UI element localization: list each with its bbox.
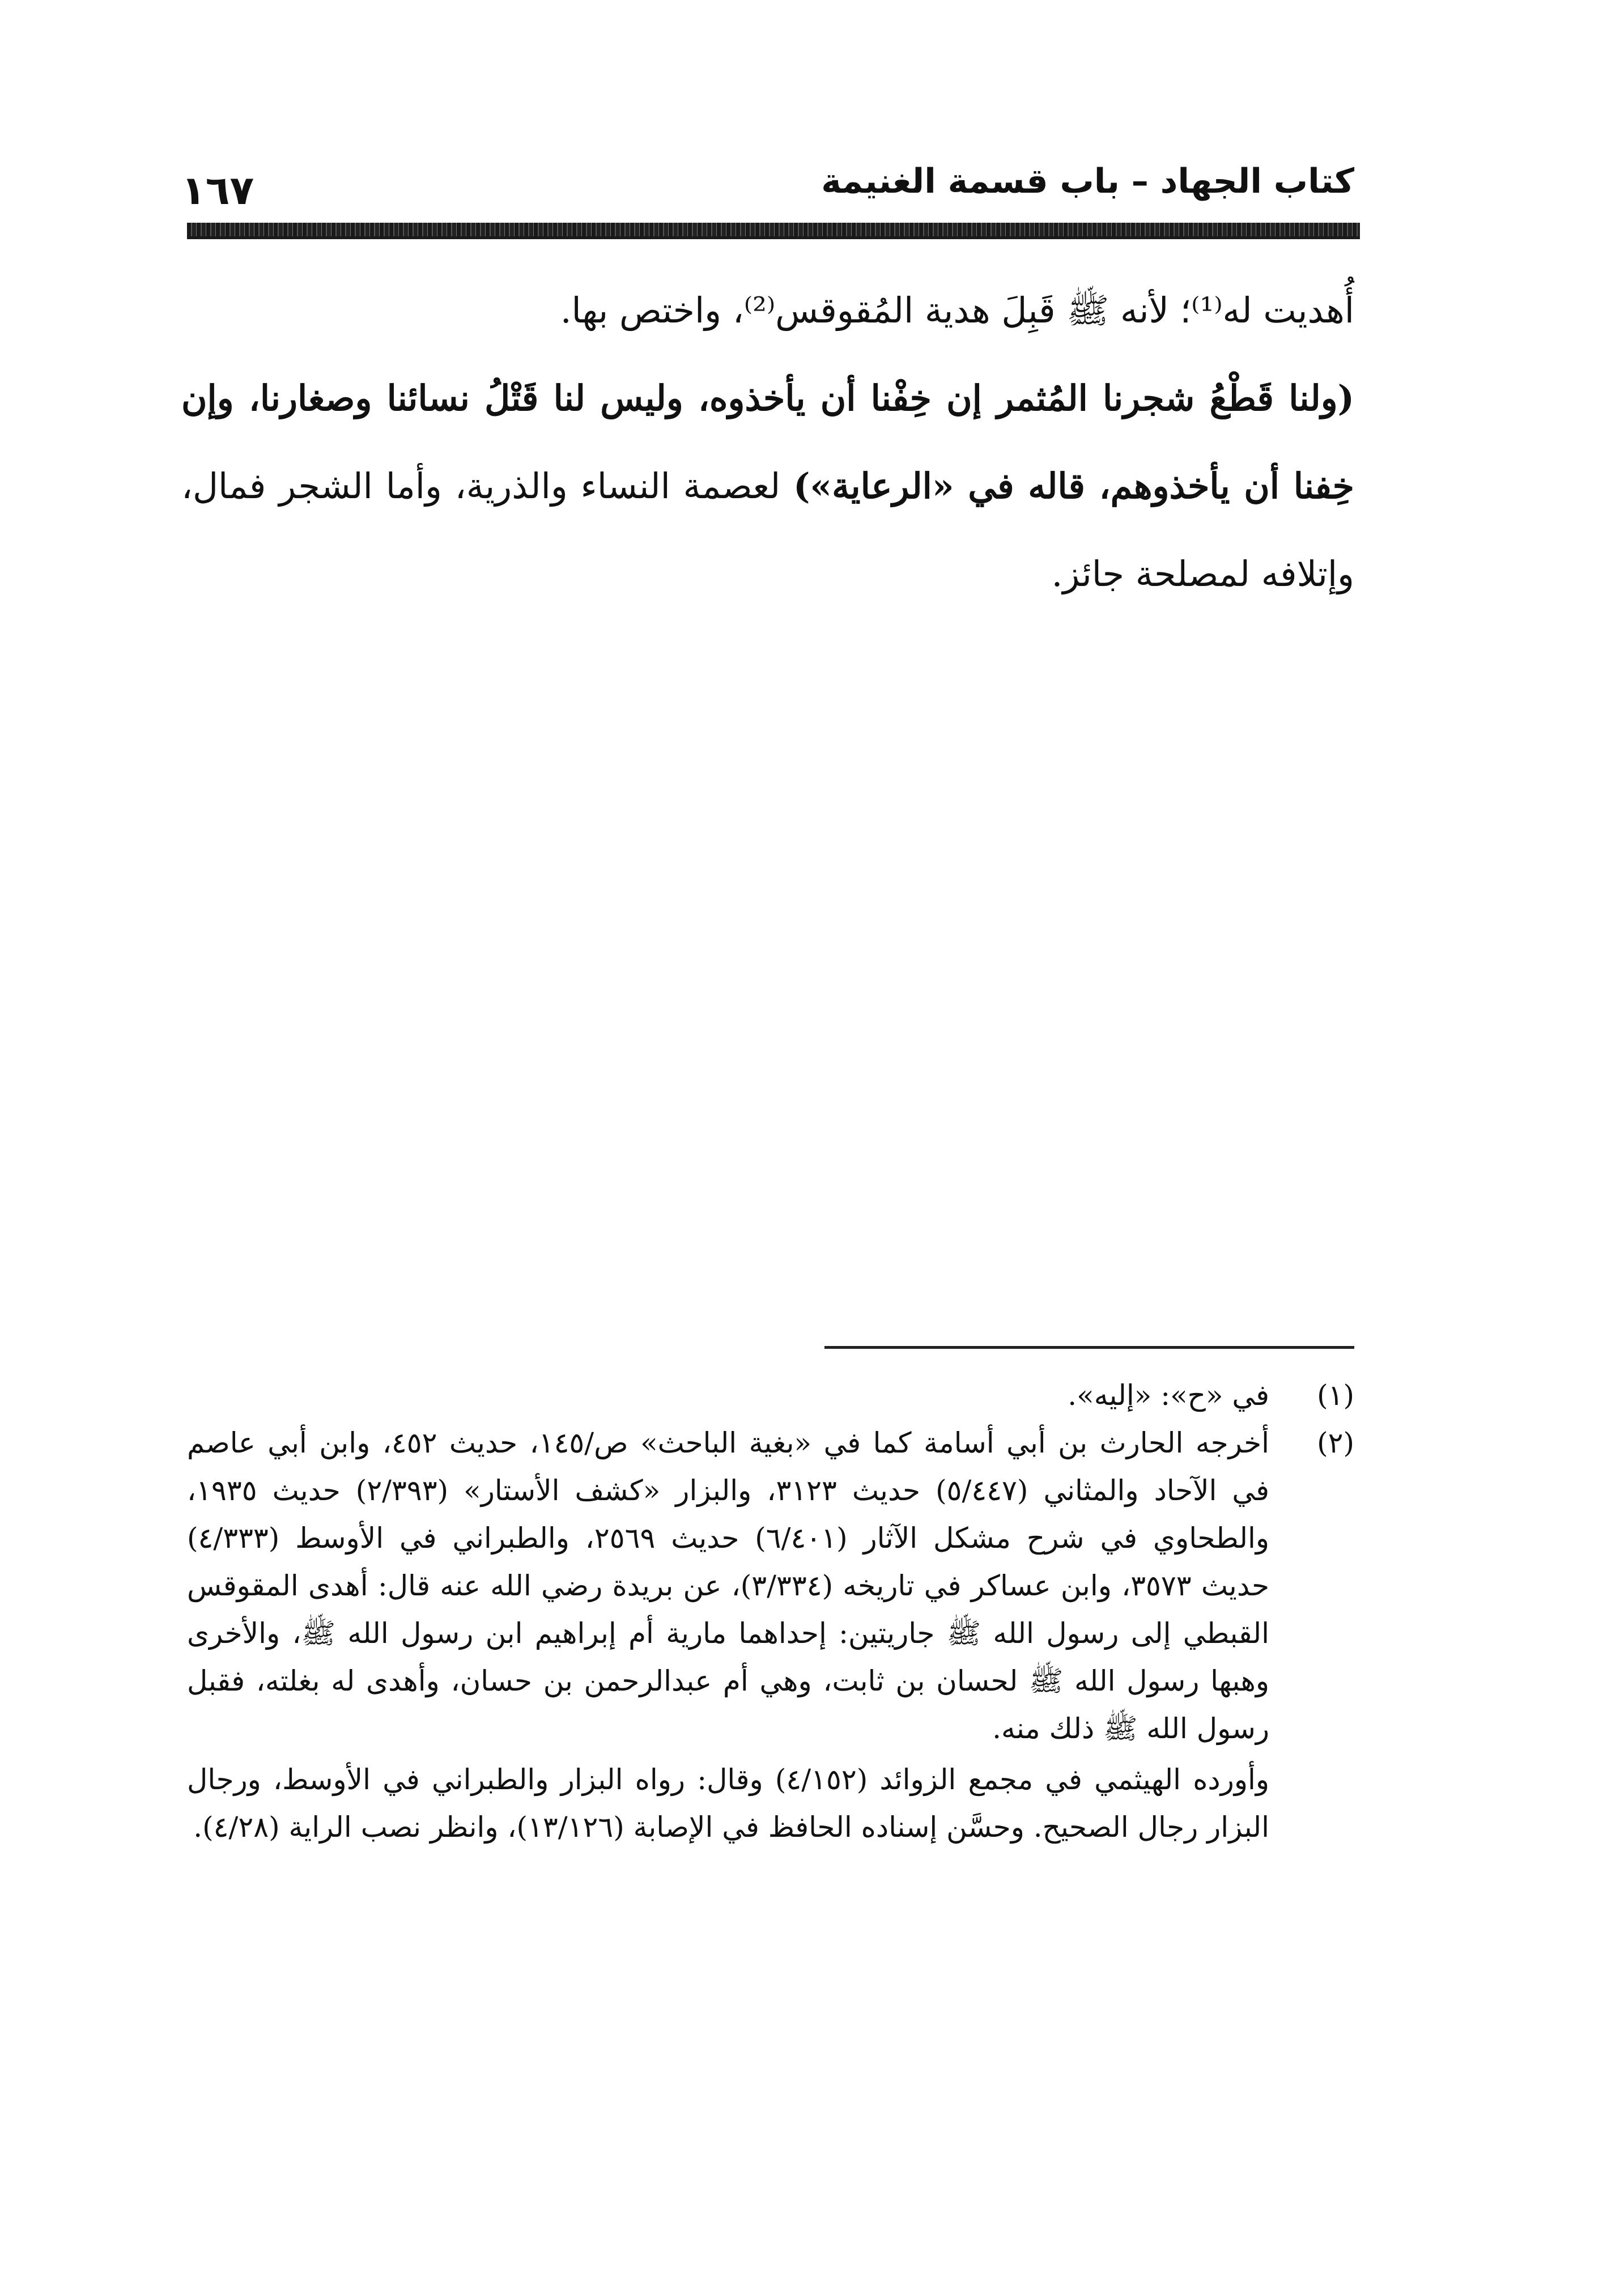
- footnote-marker: (١): [1317, 1379, 1354, 1412]
- body-line-1: أُهديت له⁽¹⁾؛ لأنه ﷺ قَبِلَ هدية المُقوقس⁽²⁾، واختص بها.: [560, 290, 1354, 331]
- footnote-1: [187, 1371, 1354, 1419]
- footnote-separator: [824, 1346, 1354, 1349]
- page-header: [181, 145, 1354, 224]
- running-title: كتاب الجهاد – باب قسمة الغنيمة: [821, 162, 1354, 201]
- footnote-2: [187, 1419, 1354, 1752]
- body-paragraph-2: [181, 354, 1354, 618]
- commentary-text: لعصمة النساء والذرية، وأما الشجر فمال، وإتلافه لمصلحة جائز.: [181, 465, 1354, 595]
- matn-quote: (ولنا قَطْعُ شجرنا المُثمر إن خِفْنا أن يأخذوه، وليس لنا قَتْلُ نسائنا وصغارنا، وإن خِفنا أن يأخذوهم، قاله في «الرعاية»): [181, 377, 1354, 507]
- header-rule: [187, 223, 1360, 236]
- footnote-marker: (٢): [1317, 1426, 1354, 1459]
- footnote-text: أخرجه الحارث بن أبي أسامة كما في «بغية الباحث» ص/١٤٥، حديث ٤٥٢، وابن أبي عاصم في الآحاد والمثاني (٥/٤٤٧) حديث ٣١٢٣، والبزار «كشف الأستار» (٢/٣٩٣) حديث ١٩٣٥، والطحاوي في شرح مشكل الآثار (٦/٤٠١) حديث ٢٥٦٩، والطبراني في الأوسط (٤/٣٣٣) حديث ٣٥٧٣، وابن عساكر في تاريخه (٣/٣٣٤)، عن بريدة رضي الله عنه قال: أهدى المقوقس القبطي إلى رسول الله ﷺ جاريتين: إحداهما مارية أم إبراهيم ابن رسول الله ﷺ، والأخرى وهبها رسول الله ﷺ لحسان بن ثابت، وهي أم عبدالرحمن بن حسان، وأهدى له بغلته، فقبل رسول الله ﷺ ذلك منه.: [187, 1426, 1270, 1745]
- main-text: [181, 266, 1354, 618]
- footnote-2-continuation: وأورده الهيثمي في مجمع الزوائد (٤/١٥٢) وقال: رواه البزار والطبراني في الأوسط، ورجال البزار رجال الصحيح. وحسَّن إسناده الحافظ في الإصابة (١٣/١٢٦)، وانظر نصب الراية (٤/٢٨).: [187, 1763, 1269, 1844]
- footnote-text: في «ح»: «إليه».: [1068, 1379, 1269, 1412]
- footnotes: [187, 1371, 1354, 1851]
- page-number: ١٦٧: [181, 167, 254, 214]
